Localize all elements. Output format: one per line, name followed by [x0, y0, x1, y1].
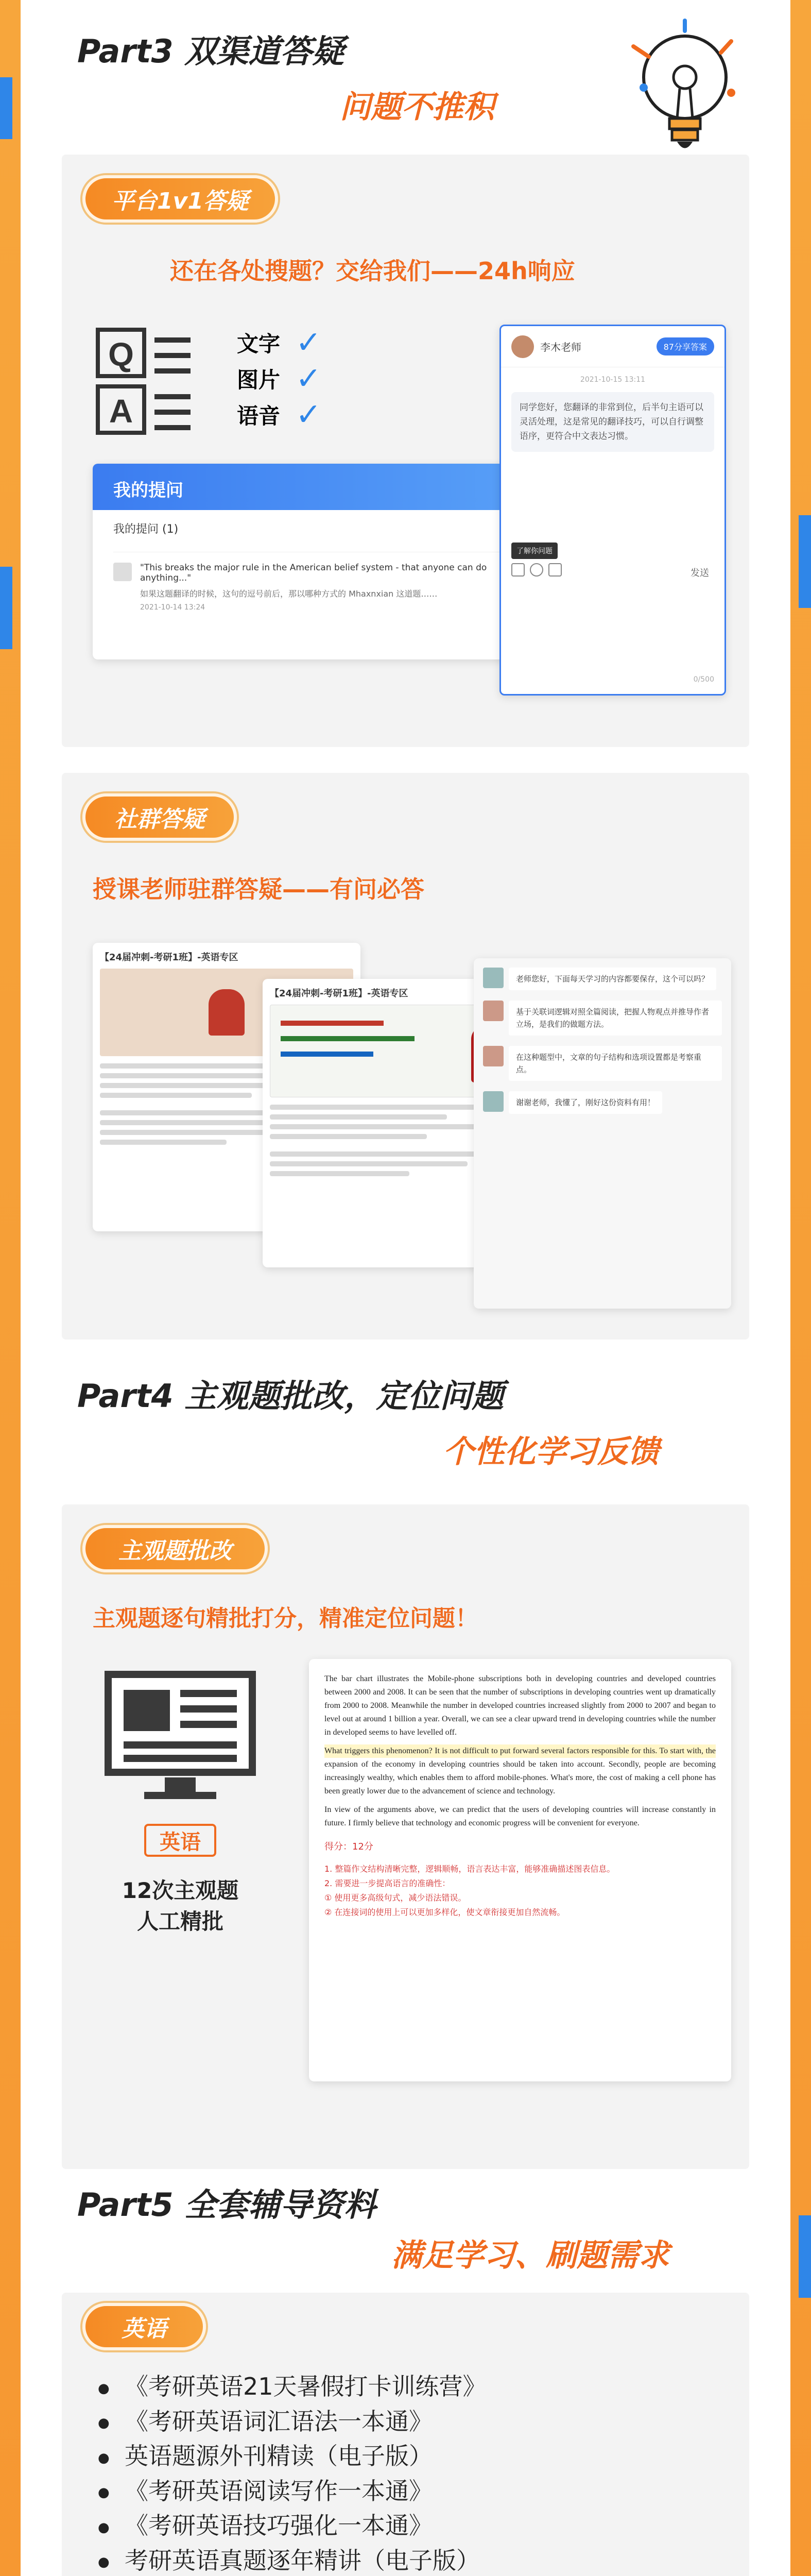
part4-subtitle: 个性化学习反馈	[443, 1434, 659, 1470]
pill-1v1: 平台1v1答疑	[82, 175, 278, 223]
list-item: ● 《考研英语阅读写作一本通》	[98, 2475, 487, 2510]
text-placeholder	[270, 1151, 488, 1157]
send-button[interactable]: 发送	[691, 568, 709, 579]
my-questions-header: 我的提问	[93, 464, 556, 510]
essay-paragraph: In view of the arguments above, we can predict that the users of developing countries will increase constantly in future. I firmly believe that technology and economic progress will be convenient for everyone.	[324, 1805, 716, 1827]
essay-comment: ② 在连接词的使用上可以更加多样化，使文章衔接更加自然流畅。	[324, 1907, 565, 1917]
mode-label: 语音	[237, 403, 281, 429]
frame-blue-accent	[799, 515, 811, 608]
question-meta: 2021-10-14 13:24	[140, 603, 205, 612]
monitor-icon	[103, 1669, 257, 1803]
text-placeholder	[270, 1171, 409, 1176]
teacher-figure	[209, 989, 245, 1036]
check-icon: ✓	[296, 397, 322, 433]
pill-english: 英语	[82, 2303, 206, 2350]
part5-title: Part5 全套辅导资料	[77, 2186, 376, 2224]
svg-text:A: A	[109, 393, 133, 430]
chat-bubble: 老师您好，下面每天学习的内容都要保存，这个可以吗？	[509, 968, 716, 990]
emoji-icon[interactable]	[530, 563, 543, 577]
question-thumb	[113, 563, 132, 581]
frame-blue-accent	[0, 567, 12, 649]
list-item: ● 《考研英语21天暑假打卡训练营》	[98, 2370, 487, 2405]
panel-1v1	[62, 155, 749, 747]
board-line	[281, 1052, 373, 1057]
screenshot-title: 【24届冲刺-考研1班】-英语专区	[100, 952, 238, 963]
list-item: ● 考研英语真题逐年精讲（电子版）	[98, 2544, 487, 2576]
panel-materials	[62, 2293, 749, 2576]
chat-reply: 同学您好，您翻译的非常到位，后半句主语可以灵活处理，这是常见的翻译技巧，可以自行调整语序，更符合中文表达习惯。	[511, 392, 714, 452]
lightbulb-icon	[613, 15, 757, 170]
board-line	[281, 1036, 415, 1041]
list-item: ● 《考研英语词汇语法一本通》	[98, 2405, 487, 2440]
check-icon: ✓	[296, 325, 322, 361]
list-item: ● 《考研英语技巧强化一本通》	[98, 2509, 487, 2544]
text-placeholder	[270, 1134, 427, 1139]
pill-grading: 主观题批改	[82, 1525, 268, 1572]
qa-icon	[93, 325, 196, 438]
mode-list	[237, 325, 321, 433]
essay-score: 得分：12分	[324, 1841, 373, 1852]
chat-header	[501, 326, 724, 367]
part3-title: Part3 双渠道答疑	[77, 32, 344, 70]
subject-tag: 英语	[144, 1824, 216, 1857]
chat-message	[483, 968, 722, 990]
pill-community: 社群答疑	[82, 793, 237, 841]
essay-comment: ① 使用更多高级句式，减少语法错误。	[324, 1893, 467, 1903]
text-placeholder	[100, 1140, 227, 1145]
my-questions-card	[93, 464, 556, 659]
image-icon[interactable]	[511, 563, 525, 577]
chat-message	[483, 1091, 722, 1114]
question-row[interactable]	[113, 552, 536, 612]
frame-blue-accent	[799, 2215, 811, 2298]
my-questions-tab[interactable]: 我的提问 (1)	[113, 523, 179, 536]
chat-message	[483, 1001, 722, 1036]
chat-tools	[511, 563, 562, 577]
text-placeholder	[100, 1093, 252, 1098]
list-item: ● 英语题源外刊精读（电子版）	[98, 2439, 487, 2475]
essay-comment: 1. 整篇作文结构清晰完整，逻辑顺畅，语言表达丰富，能够准确描述图表信息。	[324, 1864, 615, 1874]
avatar	[511, 335, 534, 358]
part5-subtitle: 满足学习、刷题需求	[391, 2238, 669, 2274]
mode-image	[237, 361, 321, 397]
share-button[interactable]: 87分享答案	[657, 337, 714, 355]
essay-paragraph: What triggers this phenomenon? It is not difficult to put forward several factors responsible for this. To start with, the expansion of the economy in developing countries should be taken into account. Secondly, people are becoming increasingly wealthy, which enables them to afford mobile-phones. What's more, the cost of making a cell phone has been greatly lower due to the advancement of science and technology.	[324, 1744, 716, 1798]
check-icon: ✓	[296, 361, 322, 397]
tagline-community: 授课老师驻群答疑——有问必答	[93, 875, 424, 903]
chat-message	[483, 1046, 722, 1081]
question-sub: 如果这题翻译的时候，这句的逗号前后，那以哪种方式的 Mhaxnxian 这道题……	[140, 589, 438, 599]
frame-blue-accent	[0, 77, 12, 139]
text-placeholder	[270, 1105, 498, 1110]
avatar	[483, 1091, 504, 1112]
chat-tooltip: 了解你问题	[511, 543, 558, 559]
chat-time: 2021-10-15 13:11	[580, 376, 646, 384]
avatar	[483, 1001, 504, 1021]
panel-community	[62, 773, 749, 1340]
board-line	[281, 1021, 384, 1026]
essay-comment: 2. 需要进一步提高语言的准确性：	[324, 1878, 451, 1888]
tagline-grading: 主观题逐句精批打分，精准定位问题！	[93, 1605, 478, 1632]
avatar	[483, 1046, 504, 1066]
chat-window	[499, 325, 726, 696]
question-text: "This breaks the major rule in the American belief system - that anyone can do anything..."	[140, 563, 487, 583]
avatar	[483, 968, 504, 988]
part4-title: Part4 主观题批改，定位问题	[77, 1377, 504, 1415]
panel-grading	[62, 1504, 749, 2169]
text-placeholder	[270, 1114, 447, 1120]
essay-paragraph: The bar chart illustrates the Mobile-phone subscriptions both in developing countries and developed countries between 2000 and 2008. It can be seen that the number of subscriptions in developing countries went up dramatically from 2000 to 2008. Meanwhile the number in developed countries increased slightly from 2000 to 2007 and began to level out at around 1 billion a year. Overall, we can see a clear upward trend in developing countries while the number in developed seems to have levelled off.	[324, 1674, 716, 1737]
part3-subtitle: 问题不推积	[340, 89, 494, 125]
chat-user: 李木老师	[540, 341, 581, 353]
tagline-1v1: 还在各处搜题？交给我们——24h响应	[170, 257, 575, 285]
svg-text:Q: Q	[108, 336, 134, 373]
chat-bubble: 谢谢老师，我懂了，刚好这份资料有用！	[509, 1091, 662, 1114]
chat-char-count: 0/500	[693, 675, 714, 684]
caption-line: 人工精批	[136, 1909, 223, 1934]
file-icon[interactable]	[548, 563, 562, 577]
caption-line: 12次主观题	[122, 1878, 239, 1903]
mode-label: 图片	[237, 367, 281, 393]
grading-caption	[93, 1875, 268, 1937]
essay-comments	[324, 1862, 716, 1920]
mode-text	[237, 325, 321, 361]
text-placeholder	[270, 1161, 468, 1166]
chat-bubble: 基于关联词逻辑对照全篇阅读，把握人物观点并推导作者立场，是我们的做题方法。	[509, 1001, 722, 1036]
text-placeholder	[270, 1124, 482, 1129]
text-placeholder	[100, 1120, 290, 1125]
mode-label: 文字	[237, 331, 281, 357]
screenshot-title: 【24届冲刺-考研1班】-英语专区	[270, 988, 408, 999]
mode-voice	[237, 397, 321, 433]
community-screenshot-3	[474, 958, 731, 1309]
chat-bubble: 在这种题型中，文章的句子结构和选项设置都是考察重点。	[509, 1046, 722, 1081]
page	[21, 0, 790, 2576]
graded-essay	[309, 1659, 731, 2081]
english-list	[98, 2370, 487, 2576]
